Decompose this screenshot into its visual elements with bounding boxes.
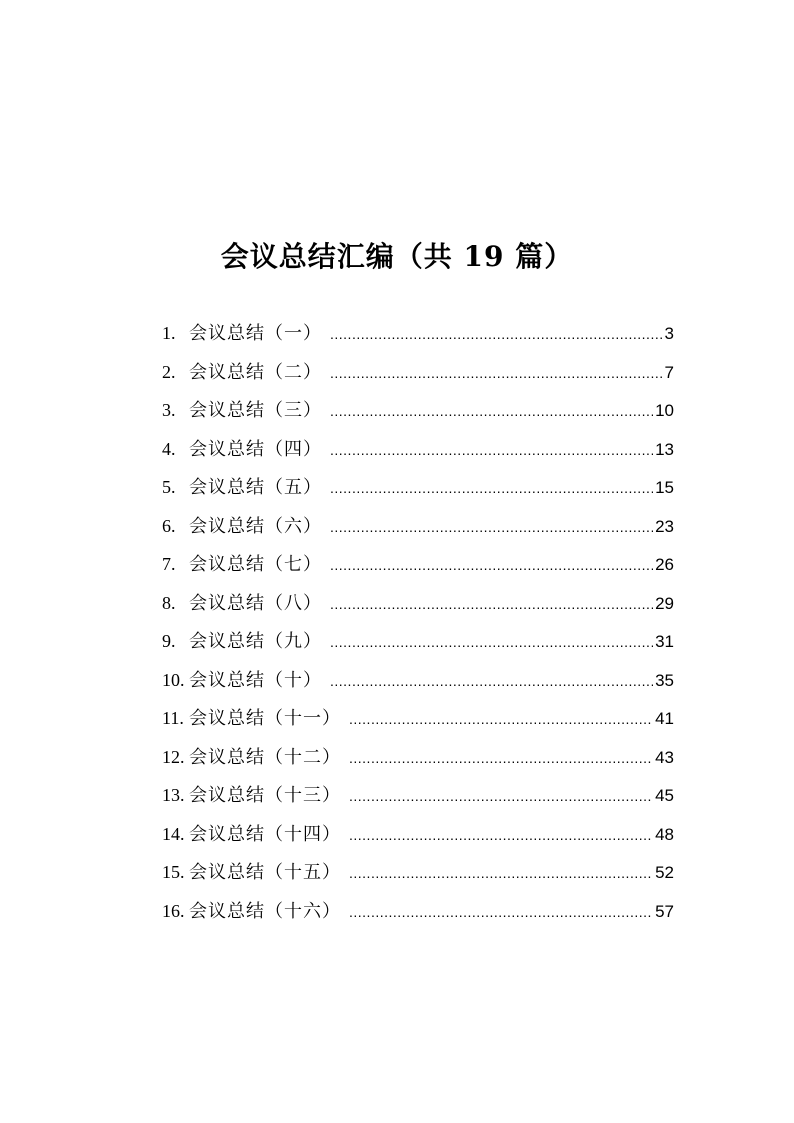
toc-entry-page: 26 (655, 555, 674, 574)
toc-entry-number: 14. (162, 823, 185, 844)
toc-dot-leader (349, 816, 653, 855)
document-title: 会议总结汇编（共 19 篇） (220, 239, 574, 273)
toc-entry-title: 会议总结（三） (189, 400, 322, 421)
toc-entry-number: 10. (162, 669, 185, 690)
toc-entry[interactable] (162, 353, 674, 392)
toc-entry-title: 会议总结（一） (189, 323, 322, 344)
toc-entry-title: 会议总结（五） (189, 477, 322, 498)
toc-entry[interactable] (162, 622, 674, 661)
toc-entry-page: 7 (664, 362, 674, 382)
toc-entry-number: 5. (162, 477, 176, 497)
toc-entry[interactable] (162, 892, 674, 931)
toc-dot-leader (349, 854, 653, 893)
toc-dot-leader (349, 893, 653, 932)
toc-entry[interactable] (162, 391, 674, 430)
toc-entry-page: 48 (655, 824, 674, 844)
toc-entry-title: 会议总结（十二） (189, 746, 341, 768)
toc-entry-number: 12. (162, 746, 185, 767)
toc-entry-page: 10 (655, 401, 674, 420)
toc-dot-leader (330, 585, 653, 624)
toc-entry-number: 15. (162, 862, 185, 882)
toc-dot-leader (330, 469, 653, 508)
toc-entry-title: 会议总结（十六） (189, 900, 341, 922)
toc-entry[interactable] (162, 661, 674, 700)
toc-entry-number: 9. (162, 631, 176, 651)
toc-entry-title: 会议总结（十一） (189, 708, 341, 729)
toc-entry-page: 41 (655, 709, 674, 728)
toc-entry-page: 29 (655, 593, 674, 613)
toc-entry-title: 会议总结（六） (189, 515, 322, 537)
toc-dot-leader (330, 315, 663, 354)
toc-dot-leader (330, 431, 653, 470)
toc-dot-leader (330, 546, 653, 585)
toc-entry-number: 13. (162, 785, 185, 805)
toc-entry[interactable] (162, 738, 674, 777)
toc-entry[interactable] (162, 815, 674, 854)
toc-entry-page: 43 (655, 747, 674, 767)
toc-entry[interactable] (162, 468, 674, 507)
toc-entry-page: 15 (655, 478, 674, 497)
table-of-contents (162, 314, 674, 930)
toc-entry-title: 会议总结（十四） (189, 823, 341, 845)
toc-entry-title: 会议总结（四） (189, 438, 322, 460)
toc-entry-number: 1. (162, 323, 176, 343)
toc-entry-number: 6. (162, 515, 176, 536)
toc-dot-leader (330, 392, 653, 431)
toc-entry-page: 52 (655, 863, 674, 882)
toc-entry[interactable] (162, 507, 674, 546)
toc-entry[interactable] (162, 776, 674, 815)
toc-entry-page: 45 (655, 786, 674, 805)
toc-entry[interactable] (162, 699, 674, 738)
toc-entry-number: 2. (162, 361, 176, 382)
toc-entry-number: 8. (162, 592, 176, 613)
toc-entry-title: 会议总结（九） (189, 631, 322, 652)
toc-entry-title: 会议总结（十三） (189, 785, 341, 806)
toc-entry-number: 11. (162, 708, 184, 728)
toc-entry-page: 57 (655, 901, 674, 921)
toc-entry[interactable] (162, 853, 674, 892)
toc-dot-leader (330, 354, 663, 393)
toc-entry-title: 会议总结（十） (189, 669, 322, 691)
toc-entry-page: 31 (655, 632, 674, 651)
toc-dot-leader (330, 623, 653, 662)
toc-entry-number: 16. (162, 900, 185, 921)
toc-entry-page: 13 (655, 439, 674, 459)
toc-dot-leader (330, 662, 653, 701)
toc-entry-page: 23 (655, 516, 674, 536)
toc-entry[interactable] (162, 545, 674, 584)
toc-entry-number: 4. (162, 438, 176, 459)
toc-entry-page: 35 (655, 670, 674, 690)
toc-entry-title: 会议总结（八） (189, 592, 322, 614)
toc-entry-number: 3. (162, 400, 176, 420)
toc-entry-title: 会议总结（七） (189, 554, 322, 575)
toc-dot-leader (349, 739, 653, 778)
toc-entry[interactable] (162, 314, 674, 353)
toc-entry-number: 7. (162, 554, 176, 574)
toc-dot-leader (349, 777, 653, 816)
toc-entry-title: 会议总结（十五） (189, 862, 341, 883)
toc-entry-title: 会议总结（二） (189, 361, 322, 383)
toc-entry-page: 3 (664, 324, 674, 343)
toc-entry[interactable] (162, 584, 674, 623)
toc-entry[interactable] (162, 430, 674, 469)
toc-dot-leader (330, 508, 653, 547)
toc-dot-leader (349, 700, 653, 739)
